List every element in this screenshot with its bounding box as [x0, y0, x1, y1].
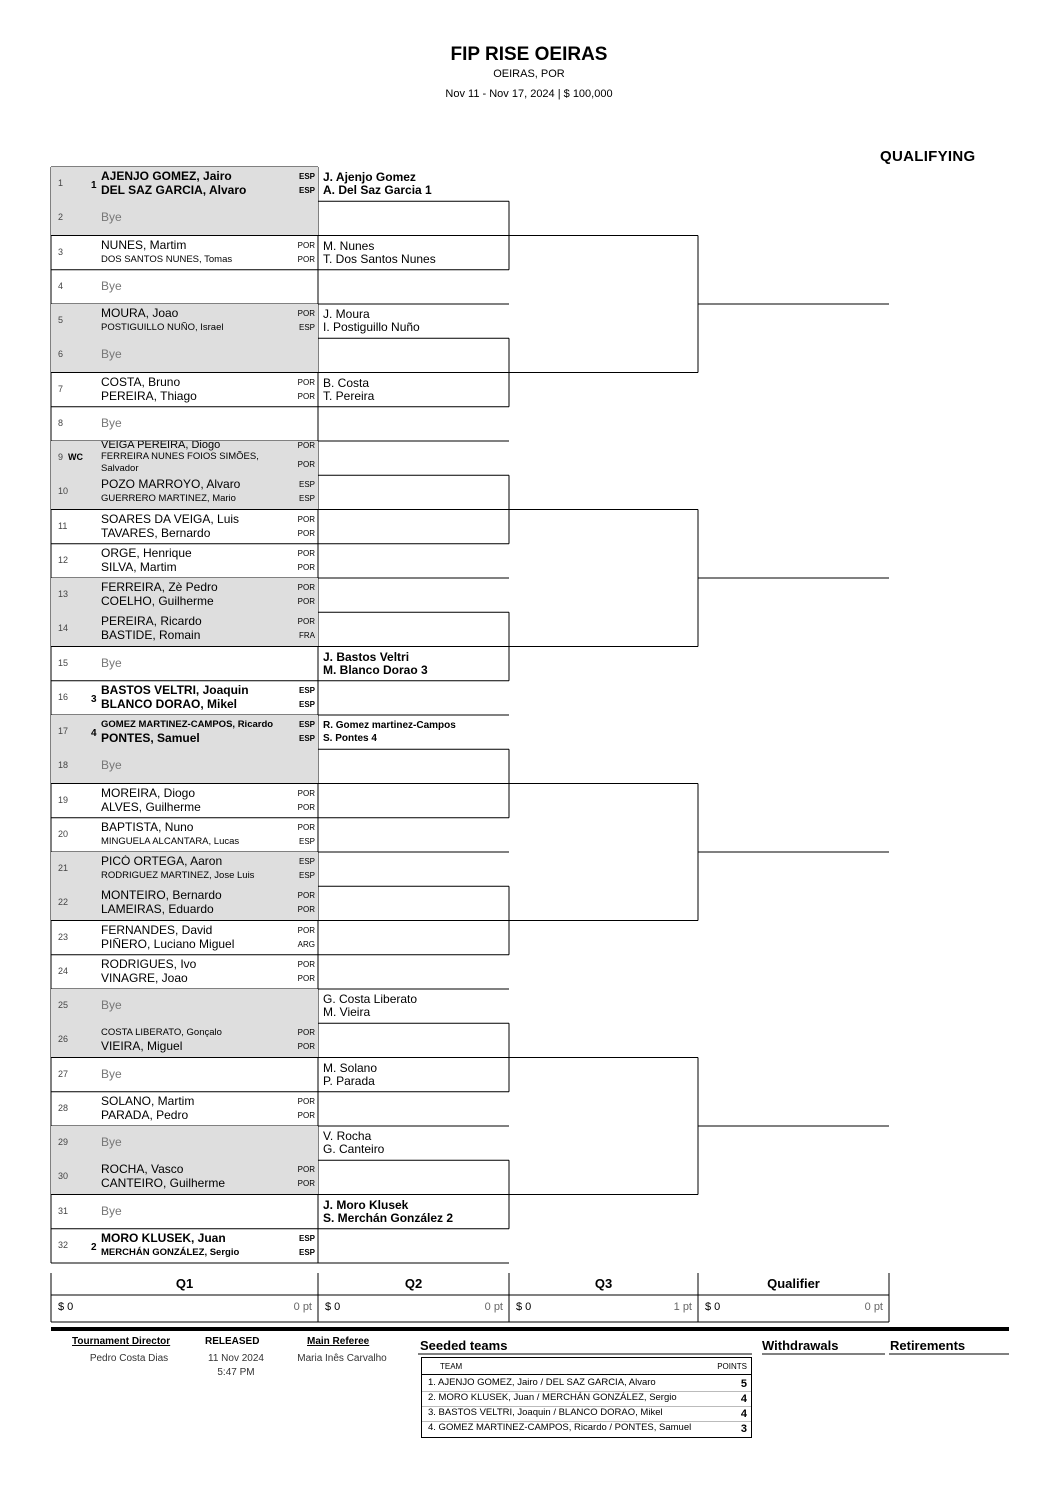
nationality-one: POR	[297, 959, 315, 969]
draw-slot	[51, 818, 318, 852]
player-one: MORO KLUSEK, Juan	[101, 1231, 226, 1245]
player-two: FERREIRA NUNES FOIOS SIMÕES, Salvador	[101, 451, 259, 474]
nationality-one: POR	[297, 1165, 315, 1175]
slot-number: 19	[58, 794, 69, 805]
bye-label: Bye	[101, 347, 122, 362]
draw-slot	[51, 1160, 318, 1194]
q2-player-one: J. Moro Klusek	[323, 1197, 409, 1212]
player-two: LAMEIRAS, Eduardo	[101, 903, 214, 917]
player-one: FERREIRA, Zè Pedro	[101, 581, 218, 594]
player-one: NUNES, Martim	[101, 238, 187, 252]
draw-slot	[51, 1195, 318, 1229]
draw-slot	[51, 784, 318, 818]
slot-number: 8	[58, 417, 64, 428]
tournament-title: FIP RISE OEIRAS	[450, 44, 608, 65]
player-two: CANTEIRO, Guilherme	[101, 1177, 226, 1191]
seeded-team-row: 3. BASTOS VELTRI, Joaquin / BLANCO DORAO, Mikel	[428, 1407, 663, 1418]
seeded-team-row: 2. MORO KLUSEK, Juan / MERCHÁN GONZÁLEZ, Sergio	[428, 1392, 677, 1403]
slot-number: 22	[58, 897, 69, 908]
draw-slot	[51, 1126, 318, 1160]
nationality-one: ESP	[298, 720, 315, 729]
round-name: Q3	[594, 1276, 613, 1291]
draw-type: QUALIFYING	[880, 148, 976, 165]
player-one: RODRIGUES, Ivo	[101, 957, 197, 971]
draw-slot	[51, 852, 318, 886]
draw-slot	[51, 236, 318, 270]
draw-slot	[51, 715, 318, 749]
seed-label: WC	[68, 452, 83, 462]
nationality-one: ESP	[298, 1233, 315, 1243]
q2-player-two: P. Parada	[323, 1073, 375, 1088]
seeded-team-points: 4	[740, 1393, 747, 1405]
round-points: 1 pt	[673, 1301, 692, 1313]
nationality-two: ESP	[298, 871, 315, 880]
player-one: ORGE, Henrique	[101, 546, 192, 560]
player-one: AJENJO GOMEZ, Jairo	[101, 170, 232, 183]
q2-player-one: J. Moura	[323, 307, 370, 321]
nationality-one: POR	[297, 514, 315, 524]
nationality-two: ESP	[298, 323, 315, 332]
nationality-two: ESP	[298, 836, 315, 846]
seeded-team-row: 1. AJENJO GOMEZ, Jairo / DEL SAZ GARCIA, Alvaro	[428, 1377, 656, 1388]
player-one: BASTOS VELTRI, Joaquin	[101, 683, 249, 697]
seeded-team-points: 4	[740, 1408, 747, 1420]
round-points: 0 pt	[484, 1301, 503, 1313]
nationality-two: ESP	[298, 186, 315, 195]
player-one: SOLANO, Martim	[101, 1094, 195, 1108]
player-two: MINGUELA ALCANTARA, Lucas	[101, 835, 240, 847]
nationality-two: POR	[297, 254, 315, 264]
nationality-one: ESP	[298, 480, 315, 490]
seeded-teams-title: Seeded teams	[420, 1338, 508, 1353]
player-two: COELHO, Guilherme	[101, 595, 214, 608]
nationality-one: POR	[297, 891, 315, 901]
bye-label: Bye	[101, 1203, 122, 1218]
q2-player-two: M. Vieira	[323, 1005, 371, 1019]
retirements-title: Retirements	[890, 1338, 966, 1353]
nationality-one: POR	[297, 583, 315, 592]
nationality-two: POR	[297, 1110, 315, 1120]
q2-player-two: A. Del Saz Garcia 1	[323, 183, 432, 197]
nationality-one: POR	[297, 788, 315, 798]
player-one: MONTEIRO, Bernardo	[101, 889, 222, 903]
nationality-two: POR	[297, 460, 315, 469]
team-column-header: TEAM	[440, 1362, 463, 1371]
q2-player-two: I. Postiguillo Nuño	[323, 320, 420, 334]
nationality-one: POR	[297, 1028, 315, 1038]
slot-number: 20	[58, 828, 69, 839]
player-two: PIÑERO, Luciano Miguel	[101, 937, 235, 951]
referee-label: Main Referee	[307, 1336, 370, 1347]
nationality-two: ESP	[298, 1247, 315, 1257]
director-label: Tournament Director	[72, 1336, 171, 1347]
slot-number: 29	[58, 1137, 69, 1147]
slot-number: 5	[58, 315, 64, 325]
draw-slot	[51, 1229, 318, 1263]
bye-label: Bye	[101, 655, 122, 670]
player-one: PEREIRA, Ricardo	[101, 615, 202, 629]
released-time: 5:47 PM	[217, 1367, 255, 1378]
player-two: POSTIGUILLO NUÑO, Israel	[101, 322, 224, 333]
draw-slot	[51, 544, 318, 578]
round-name: Q2	[404, 1276, 423, 1291]
player-one: MOURA, Joao	[101, 307, 179, 320]
seed-label: 3	[91, 693, 97, 705]
nationality-two: ESP	[298, 699, 315, 709]
player-two: RODRIGUEZ MARTINEZ, Jose Luis	[101, 870, 255, 881]
draw-slot	[51, 1092, 318, 1126]
tournament-dates: Nov 11 - Nov 17, 2024 | $ 100,000	[445, 88, 613, 100]
round-prize: $ 0	[58, 1301, 74, 1313]
slot-number: 31	[58, 1205, 69, 1216]
draw-slot	[51, 407, 318, 441]
slot-number: 17	[58, 726, 69, 736]
player-one: FERNANDES, David	[101, 923, 213, 937]
nationality-two: POR	[297, 802, 315, 812]
draw-slot	[51, 886, 318, 920]
points-column-header: POINTS	[717, 1362, 747, 1371]
slot-number: 13	[58, 589, 69, 599]
bye-label: Bye	[101, 758, 122, 773]
player-one: BAPTISTA, Nuno	[101, 820, 194, 834]
slot-number: 32	[58, 1239, 69, 1250]
draw-slot	[51, 1058, 318, 1092]
seeded-header-divider	[422, 1374, 751, 1375]
round-name: Q1	[175, 1276, 194, 1291]
player-two: PEREIRA, Thiago	[101, 389, 197, 403]
slot-number: 10	[58, 486, 69, 497]
nationality-two: POR	[297, 1042, 315, 1052]
q2-player-one: G. Costa Liberato	[323, 992, 418, 1006]
player-one: ROCHA, Vasco	[101, 1163, 184, 1177]
tournament-location: OEIRAS, POR	[493, 68, 565, 80]
round-prize: $ 0	[516, 1301, 532, 1313]
seeded-teams-table	[421, 1357, 752, 1438]
slot-number: 7	[58, 383, 64, 394]
q2-player-one: R. Gomez martinez-Campos	[323, 720, 456, 731]
bye-label: Bye	[101, 278, 122, 293]
slot-number: 11	[58, 520, 68, 531]
slot-number: 30	[58, 1171, 69, 1182]
nationality-one: POR	[297, 925, 315, 935]
nationality-one: ESP	[298, 172, 315, 181]
seed-label: 1	[91, 180, 97, 191]
director-name: Pedro Costa Dias	[89, 1353, 169, 1364]
nationality-two: ESP	[298, 734, 315, 743]
nationality-two: FRA	[299, 631, 315, 641]
q2-player-two: M. Blanco Dorao 3	[323, 662, 428, 677]
player-one: POZO MARROYO, Alvaro	[101, 478, 241, 492]
q2-player-two: G. Canteiro	[323, 1142, 385, 1156]
player-two: TAVARES, Bernardo	[101, 526, 211, 540]
draw-slot	[51, 749, 318, 783]
player-two: PONTES, Samuel	[101, 732, 200, 745]
nationality-two: POR	[297, 1179, 315, 1189]
nationality-one: POR	[297, 309, 315, 318]
draw-list	[51, 167, 318, 1264]
bye-label: Bye	[101, 1066, 122, 1081]
nationality-one: ESP	[298, 857, 315, 866]
nationality-one: POR	[297, 548, 315, 558]
withdrawals-title: Withdrawals	[762, 1338, 839, 1353]
slot-number: 14	[58, 623, 69, 634]
slot-number: 24	[58, 965, 69, 976]
released-label: RELEASED	[205, 1336, 260, 1347]
draw-slot	[51, 989, 318, 1023]
slot-number: 4	[58, 280, 64, 291]
slot-number: 18	[58, 760, 69, 771]
round-points: 0 pt	[293, 1301, 312, 1313]
player-two: GUERRERO MARTINEZ, Mario	[101, 493, 236, 505]
draw-slot	[51, 441, 318, 475]
round-points: 0 pt	[864, 1301, 883, 1313]
nationality-two: POR	[297, 528, 315, 538]
q2-player-two: T. Pereira	[323, 388, 375, 403]
q2-player-one: M. Nunes	[323, 238, 375, 253]
bye-label: Bye	[101, 415, 122, 430]
referee-name: Maria Inês Carvalho	[297, 1353, 387, 1364]
slot-number: 1	[58, 178, 64, 188]
draw-slot	[51, 510, 318, 544]
player-two: BLANCO DORAO, Mikel	[101, 697, 238, 711]
player-two: SILVA, Martim	[101, 560, 177, 574]
slot-number: 21	[58, 863, 69, 873]
draw-slot	[51, 955, 318, 989]
player-two: MERCHÁN GONZÁLEZ, Sergio	[101, 1246, 240, 1258]
seeded-team-points: 5	[740, 1378, 747, 1390]
seed-label: 4	[91, 728, 97, 739]
player-one: SOARES DA VEIGA, Luis	[101, 512, 240, 526]
q2-player-one: M. Solano	[323, 1060, 378, 1075]
slot-number: 15	[58, 657, 69, 668]
draw-slot	[51, 681, 318, 715]
player-two: VIEIRA, Miguel	[101, 1040, 183, 1054]
nationality-one: POR	[297, 822, 315, 832]
player-two: DOS SANTOS NUNES, Tomas	[101, 253, 233, 265]
draw-slot	[51, 921, 318, 955]
player-one: COSTA, Bruno	[101, 375, 181, 389]
slot-number: 26	[58, 1034, 69, 1045]
nationality-two: POR	[297, 973, 315, 983]
nationality-two: POR	[297, 391, 315, 401]
slot-number: 2	[58, 212, 64, 223]
draw-slot	[51, 1023, 318, 1057]
draw-slot	[51, 612, 318, 646]
nationality-one: POR	[297, 617, 315, 627]
round-prize: $ 0	[325, 1301, 341, 1313]
draw-slot	[51, 338, 318, 372]
round-name: Qualifier	[767, 1276, 820, 1291]
seeded-team-row: 4. GOMEZ MARTINEZ-CAMPOS, Ricardo / PONTES, Samuel	[428, 1422, 692, 1433]
draw-slot	[51, 304, 318, 338]
player-two: VINAGRE, Joao	[101, 971, 188, 985]
draw-slot	[51, 373, 318, 407]
q2-player-one: J. Bastos Veltri	[323, 649, 410, 664]
slot-number: 28	[58, 1102, 69, 1113]
slot-number: 3	[58, 246, 64, 257]
player-two: DEL SAZ GARCIA, Alvaro	[101, 184, 247, 197]
draw-slot	[51, 578, 318, 612]
player-one: GOMEZ MARTINEZ-CAMPOS, Ricardo	[101, 719, 274, 730]
q2-player-two: T. Dos Santos Nunes	[323, 251, 436, 266]
q2-player-two: S. Pontes 4	[323, 733, 377, 744]
slot-number: 25	[58, 1000, 69, 1010]
seeded-team-points: 3	[740, 1423, 747, 1435]
q2-player-one: B. Costa	[323, 375, 370, 390]
q2-player-one: V. Rocha	[323, 1129, 372, 1143]
nationality-one: POR	[297, 240, 315, 250]
draw-slot	[51, 647, 318, 681]
nationality-two: ESP	[298, 494, 315, 504]
draw-slot	[51, 270, 318, 304]
draw-slot	[51, 201, 318, 235]
slot-number: 16	[58, 691, 69, 702]
released-date: 11 Nov 2024	[208, 1353, 264, 1364]
draw-slot	[51, 167, 318, 201]
player-one: VEIGA PEREIRA, Diogo	[101, 439, 221, 451]
slot-number: 23	[58, 931, 69, 942]
nationality-two: POR	[297, 597, 315, 606]
player-one: PICÓ ORTEGA, Aaron	[101, 855, 223, 868]
player-two: PARADA, Pedro	[101, 1108, 189, 1122]
player-two: BASTIDE, Romain	[101, 629, 201, 643]
nationality-two: POR	[297, 905, 315, 915]
nationality-one: ESP	[298, 685, 315, 695]
player-one: COSTA LIBERATO, Gonçalo	[101, 1027, 222, 1039]
draw-slot	[51, 475, 318, 509]
player-one: MOREIRA, Diogo	[101, 786, 196, 800]
nationality-two: POR	[297, 562, 315, 572]
bye-label: Bye	[101, 1135, 122, 1149]
nationality-two: ARG	[297, 939, 315, 949]
slot-number: 9	[58, 452, 64, 462]
q2-player-two: S. Merchán González 2	[323, 1210, 454, 1225]
footer-rule	[51, 1327, 1009, 1331]
nationality-one: POR	[297, 441, 315, 450]
slot-number: 6	[58, 349, 64, 360]
seed-label: 2	[91, 1241, 97, 1253]
q2-player-one: J. Ajenjo Gomez	[323, 170, 416, 184]
slot-number: 27	[58, 1068, 69, 1079]
bye-label: Bye	[101, 998, 122, 1012]
round-prize: $ 0	[705, 1301, 721, 1313]
nationality-one: POR	[297, 377, 315, 387]
player-two: ALVES, Guilherme	[101, 800, 201, 814]
nationality-one: POR	[297, 1096, 315, 1106]
bye-label: Bye	[101, 210, 122, 225]
slot-number: 12	[58, 554, 69, 565]
